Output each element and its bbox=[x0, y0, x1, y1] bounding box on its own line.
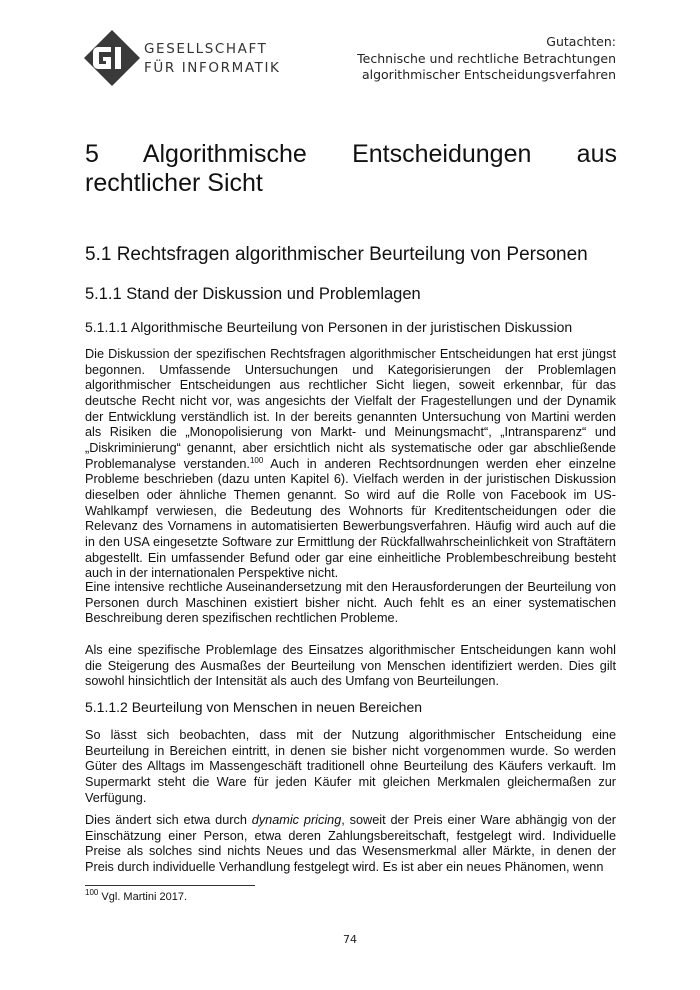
doc-header-line: Technische und rechtliche Betrachtungen bbox=[357, 50, 616, 66]
gi-logo-mark-icon bbox=[84, 30, 140, 86]
paragraph: Eine intensive rechtliche Auseinandersetzung mit den Herausforderungen der Beurteilung von Personen durch Maschinen existiert bisher nicht. Auch fehlt es an einer systematischen Beschreibung deren spezifischen rechtlichen Probleme. bbox=[85, 580, 616, 626]
paragraph-text: Die Diskussion der spezifischen Rechtsfragen algorithmischer Entscheidungen hat erst jüngst begonnen. Umfassende Untersuchungen und Kategorisierungen der Problemlagen algorithmischer Entscheidungen aus rechtlicher Sicht liegen, soweit erkennbar, für das deutsche Recht nicht vor, was angesichts der Vielfalt der Fragestellungen und der Dynamik der Entwicklung verständlich ist. In der bereits genannten Untersuchung von Martini werden als Risiken die „Monopolisierung von Markt- und Meinungsmacht“, „Intransparenz“ und „Diskriminierung“ genannt, aber ersichtlich nicht als systematische oder gar abschließende Problemanalyse verstanden. bbox=[85, 347, 616, 471]
page-number: 74 bbox=[343, 933, 357, 946]
footnote-text: Vgl. Martini 2017. bbox=[98, 891, 188, 903]
paragraph bbox=[85, 347, 616, 582]
org-line-1: GESELLSCHAFT bbox=[144, 41, 268, 57]
section-title: 5.1 Rechtsfragen algorithmischer Beurteilung von Personen bbox=[85, 244, 588, 265]
paragraph: So lässt sich beobachten, dass mit der Nutzung algorithmischer Entscheidung eine Beurteilung in Bereichen eintritt, in denen sie bisher nicht vorgenommen wurde. So werden Güter des Alltags im Massengeschäft traditionell ohne Beurteilung des Käufers verkauft. Im Supermarkt steht die Ware für jeden Käufer mit gleichen Merkmalen gleichermaßen zur Verfügung. bbox=[85, 728, 616, 805]
footnote-reference[interactable]: 100 bbox=[249, 455, 264, 465]
doc-header-line: Gutachten: bbox=[546, 34, 616, 49]
paragraph-text: Auch in anderen Rechtsordnungen werden eher einzelne Probleme beschrieben (dazu unten Kapitel 6). Vielfach werden in der juristischen Diskussion dieselben oder ähnliche Themen genannt. So wird auf die Rolle von Facebook im US-Wahlkampf verwiesen, die Bedeutung des Wohnorts für Kreditentscheidungen oder die Relevanz des Vornamens in automatisierten Bewerbungsverfahren. Häufig wird auch auf die in den USA eingesetzte Software zur Ermittlung der Rückfallwahrscheinlichkeit von Straftätern abgestellt. Ein umfassender Befund oder gar eine einheitliche Problembeschreibung besteht auch in der internationalen Perspektive nicht. bbox=[85, 456, 616, 581]
chapter-title: 5 Algorithmische Entscheidungen aus rechtlicher Sicht bbox=[85, 140, 617, 197]
emphasis: dynamic pricing bbox=[251, 813, 342, 827]
footnote bbox=[85, 890, 187, 904]
subsection-title: 5.1.1 Stand der Diskussion und Problemlagen bbox=[85, 285, 421, 303]
org-line-2: FÜR INFORMATIK bbox=[144, 60, 281, 76]
footnote-number: 100 bbox=[85, 888, 99, 897]
paragraph-text: Dies ändert sich etwa durch bbox=[85, 813, 252, 827]
doc-header-line: algorithmischer Entscheidungsverfahren bbox=[361, 67, 616, 82]
subsubsection-title-1: 5.1.1.1 Algorithmische Beurteilung von Personen in der juristischen Diskussion bbox=[85, 319, 573, 335]
paragraph-text: , soweit der Preis einer Ware abhängig von der Einschätzung einer Person, etwa deren Zahlungsbereitschaft, festgelegt wird. Individuelle Preise als solches sind nichts Neues und das Wesensmerkmal aller Märkte, in denen der Preis durch individuelle Verhandlung festgelegt wird. Es ist aber ein neues Phänomen, wenn bbox=[85, 813, 616, 874]
paragraph: Als eine spezifische Problemlage des Einsatzes algorithmischer Entscheidungen kann wohl die Steigerung des Ausmaßes der Beurteilung von Menschen identifiziert werden. Dies gilt sowohl hinsichtlich der Intensität als auch des Umfang von Beurteilungen. bbox=[85, 643, 616, 689]
org-name bbox=[144, 40, 280, 78]
paragraph bbox=[85, 813, 616, 876]
document-header bbox=[357, 34, 616, 84]
gi-logo bbox=[84, 30, 284, 90]
subsubsection-title-2: 5.1.1.2 Beurteilung von Menschen in neuen Bereichen bbox=[85, 699, 423, 715]
footnote-divider bbox=[85, 885, 255, 886]
